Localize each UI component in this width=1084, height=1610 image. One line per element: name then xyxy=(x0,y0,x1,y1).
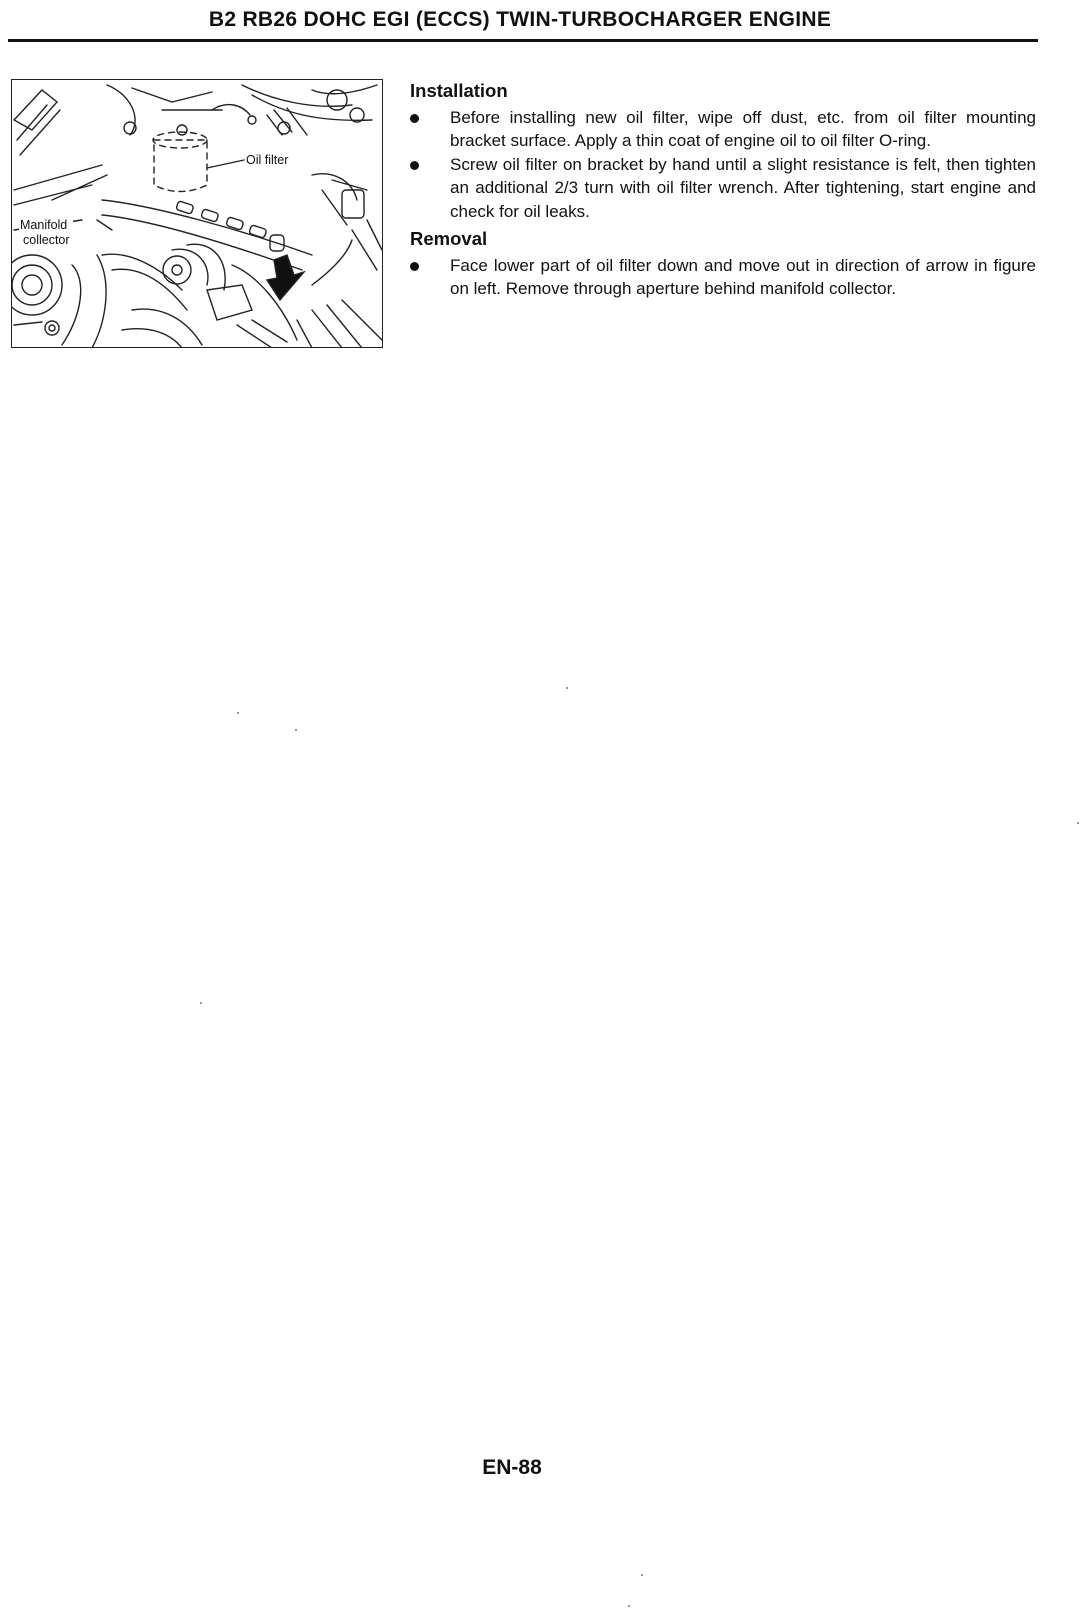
bullet-icon xyxy=(410,262,419,271)
header-divider xyxy=(8,39,1038,42)
page-title: B2 RB26 DOHC EGI (ECCS) TWIN-TURBOCHARGER ENGINE xyxy=(208,8,832,31)
list-item xyxy=(410,254,1036,301)
step-text: Face lower part of oil filter down and move out in direction of arrow in figure on left. Remove through aperture behind manifold collector. xyxy=(450,255,1036,298)
installation-heading: Installation xyxy=(410,80,508,101)
installation-steps xyxy=(410,106,1036,224)
removal-steps xyxy=(410,254,1036,301)
step-text: Screw oil filter on bracket by hand until a slight resistance is felt, then tighten an additional 2/3 turn with oil filter wrench. After tightening, start engine and check for oil leaks. xyxy=(450,154,1036,221)
scan-speck xyxy=(628,1605,630,1607)
step-text: Before installing new oil filter, wipe off dust, etc. from oil filter mounting bracket surface. Apply a thin coat of engine oil to oil filter O-ring. xyxy=(450,107,1036,150)
page-number: EN-88 xyxy=(482,1456,542,1479)
manifold-collector-label xyxy=(19,217,73,249)
list-item xyxy=(410,106,1036,153)
oil-filter-label: Oil filter xyxy=(246,153,289,167)
scan-speck xyxy=(566,687,568,689)
list-item xyxy=(410,153,1036,224)
bullet-icon xyxy=(410,161,419,170)
scan-speck xyxy=(295,729,297,731)
bullet-icon xyxy=(410,114,419,123)
manifold-collector-label-line2: collector xyxy=(23,233,70,247)
manifold-collector-label-line1: Manifold xyxy=(20,218,68,232)
engine-illustration xyxy=(11,79,383,348)
engine-line-drawing xyxy=(12,80,383,348)
scan-speck xyxy=(200,1002,202,1004)
installation-section xyxy=(410,79,1036,223)
removal-heading: Removal xyxy=(410,228,488,249)
scan-speck xyxy=(1077,822,1079,824)
scan-speck xyxy=(237,712,239,714)
removal-section xyxy=(410,227,1036,301)
procedure-text xyxy=(410,79,1036,305)
scan-speck xyxy=(641,1574,643,1576)
